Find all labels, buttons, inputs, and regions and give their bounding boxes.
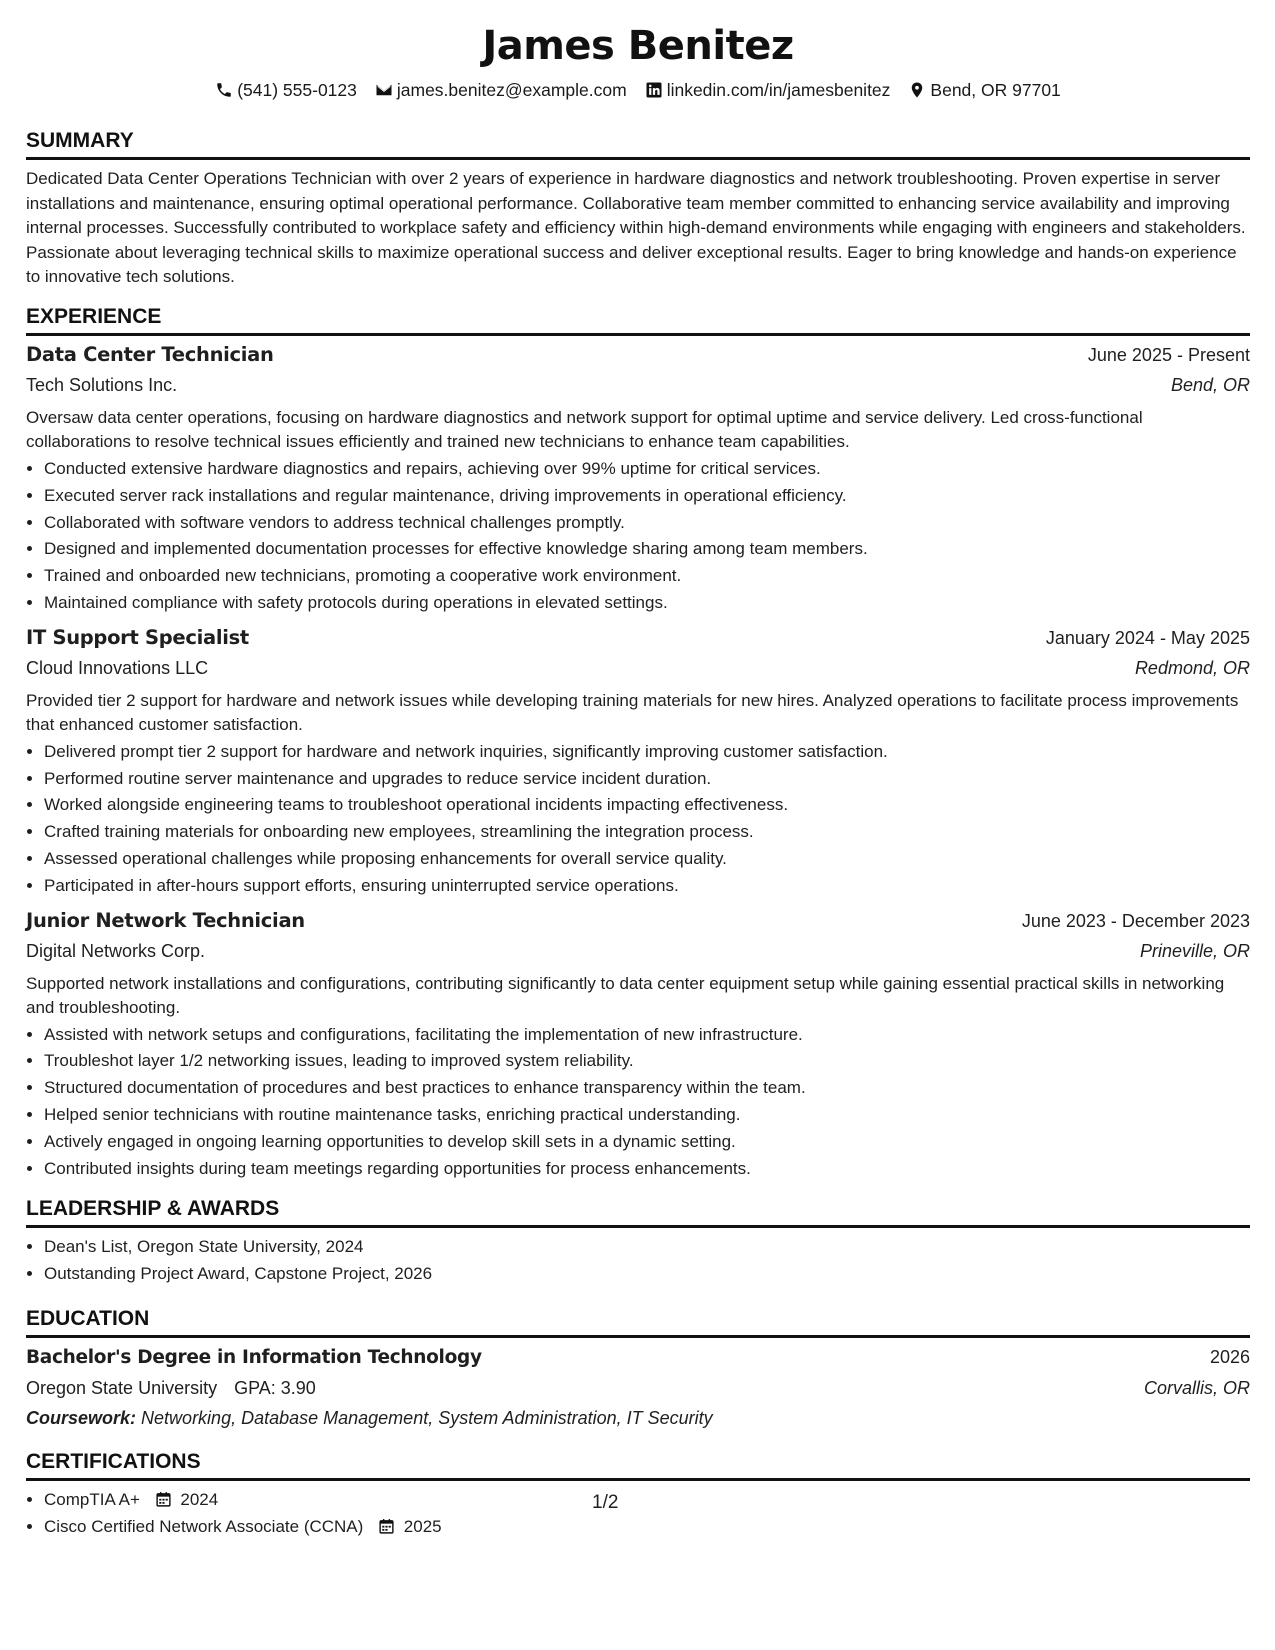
- job-location: Prineville, OR: [1139, 940, 1250, 961]
- location-text: Bend, OR 97701: [930, 80, 1061, 100]
- candidate-name: James Benitez: [482, 23, 794, 69]
- contact-location: [908, 78, 1060, 102]
- job-dates: June 2025 - Present: [1087, 344, 1250, 365]
- graduation-year: 2026: [1209, 1346, 1250, 1367]
- job-entry: [26, 623, 1250, 900]
- list-item: • Outstanding Project Award, Capstone Project, 2026: [44, 1261, 1250, 1288]
- section-title: CERTIFICATIONS: [26, 1449, 1250, 1481]
- coursework-line: [26, 1403, 1250, 1433]
- degree-title: Bachelor's Degree in Information Technology: [26, 1346, 482, 1368]
- job-bullets: [26, 1022, 1250, 1183]
- job-title: Data Center Technician: [26, 342, 274, 366]
- experience-section: [26, 304, 1250, 1182]
- calendar-icon: [378, 1518, 395, 1535]
- resume-page: [26, 20, 1250, 1541]
- list-item: • Delivered prompt tier 2 support for hardware and network inquiries, significantly improving customer satisfaction.: [44, 739, 1250, 766]
- education-section: [26, 1306, 1250, 1433]
- gpa-text: GPA: 3.90: [234, 1377, 316, 1398]
- cert-name: CompTIA A+: [44, 1489, 140, 1509]
- list-item: • Helped senior technicians with routine maintenance tasks, enriching practical understanding.: [44, 1102, 1250, 1129]
- company-name: Tech Solutions Inc.: [26, 374, 178, 395]
- awards-section: [26, 1196, 1250, 1288]
- contact-phone[interactable]: [215, 78, 357, 102]
- contact-email[interactable]: [375, 78, 627, 102]
- list-item: • Assessed operational challenges while proposing enhancements for overall service quality.: [44, 846, 1250, 873]
- list-item: [44, 1487, 1250, 1514]
- coursework-text: Networking, Database Management, System Administration, IT Security: [141, 1407, 713, 1428]
- list-item: • Executed server rack installations and regular maintenance, driving improvements in operational efficiency.: [44, 483, 1250, 510]
- certifications-list: [26, 1487, 1250, 1541]
- section-title: LEADERSHIP & AWARDS: [26, 1196, 1250, 1228]
- section-title: SUMMARY: [26, 128, 1250, 160]
- cert-year: 2025: [403, 1516, 442, 1536]
- linkedin-text: linkedin.com/in/jamesbenitez: [666, 80, 891, 100]
- summary-text: Dedicated Data Center Operations Technician with over 2 years of experience in hardware diagnostics and network troubleshooting. Proven expertise in server installations and maintenance, ensuring optimal operational performance. Collaborative team member committed to enhancing service availability and improving internal processes. Successfully contributed to workplace safety and efficiency within high-demand environments while engaging with engineers and stakeholders. Passionate about leveraging technical skills to maximize operational success and deliver exceptional results. Eager to bring knowledge and hands-on experience to innovative tech solutions.: [26, 169, 1246, 287]
- envelope-icon: [375, 81, 393, 99]
- summary-section: [26, 128, 1250, 290]
- linkedin-icon: [645, 81, 663, 99]
- list-item: • Contributed insights during team meetings regarding opportunities for process enhancements.: [44, 1156, 1250, 1183]
- list-item: • Crafted training materials for onboarding new employees, streamlining the integration process.: [44, 819, 1250, 846]
- page-number: 1/2: [592, 1492, 619, 1513]
- list-item: • Troubleshot layer 1/2 networking issues, leading to improved system reliability.: [44, 1048, 1250, 1075]
- job-location: Redmond, OR: [1134, 657, 1250, 678]
- section-title: EDUCATION: [26, 1306, 1250, 1338]
- list-item: • Performed routine server maintenance and upgrades to reduce service incident duration.: [44, 766, 1250, 793]
- job-description: Supported network installations and configurations, contributing significantly to data center equipment setup while gaining essential practical skills in networking and troubleshooting.: [26, 973, 1225, 1017]
- certifications-section: [26, 1449, 1250, 1541]
- list-item: • Dean's List, Oregon State University, 2024: [44, 1234, 1250, 1261]
- section-title: EXPERIENCE: [26, 304, 1250, 336]
- job-description: Oversaw data center operations, focusing on hardware diagnostics and network support for optimal uptime and service delivery. Led cross-functional collaborations to resolve technical issues efficiently and trained new technicians to enhance team capabilities.: [26, 407, 1143, 451]
- company-name: Digital Networks Corp.: [26, 940, 206, 961]
- school-name: Oregon State University: [26, 1377, 218, 1398]
- list-item: [44, 1514, 1250, 1541]
- calendar-icon: [155, 1491, 172, 1508]
- cert-name: Cisco Certified Network Associate (CCNA): [44, 1516, 364, 1536]
- list-item: • Assisted with network setups and configurations, facilitating the implementation of new infrastructure.: [44, 1022, 1250, 1049]
- list-item: • Trained and onboarded new technicians, promoting a cooperative work environment.: [44, 563, 1250, 590]
- coursework-label: Coursework:: [26, 1407, 137, 1428]
- phone-text: (541) 555-0123: [237, 80, 357, 100]
- company-name: Cloud Innovations LLC: [26, 657, 209, 678]
- list-item: • Structured documentation of procedures and best practices to enhance transparency within the team.: [44, 1075, 1250, 1102]
- job-bullets: [26, 739, 1250, 900]
- contact-linkedin[interactable]: [645, 78, 891, 102]
- email-text: james.benitez@example.com: [396, 80, 627, 100]
- job-bullets: [26, 456, 1250, 617]
- cert-year: 2024: [180, 1489, 219, 1509]
- map-pin-icon: [908, 81, 926, 99]
- list-item: • Maintained compliance with safety protocols during operations in elevated settings.: [44, 590, 1250, 617]
- job-entry: [26, 906, 1250, 1183]
- list-item: • Conducted extensive hardware diagnostics and repairs, achieving over 99% uptime for critical services.: [44, 456, 1250, 483]
- contact-bar: [26, 78, 1250, 102]
- job-location: Bend, OR: [1170, 374, 1250, 395]
- job-dates: June 2023 - December 2023: [1021, 910, 1250, 931]
- list-item: • Worked alongside engineering teams to troubleshoot operational incidents impacting effectiveness.: [44, 792, 1250, 819]
- job-dates: January 2024 - May 2025: [1045, 627, 1250, 648]
- job-title: IT Support Specialist: [26, 625, 249, 649]
- list-item: • Actively engaged in ongoing learning opportunities to develop skill sets in a dynamic setting.: [44, 1129, 1250, 1156]
- phone-icon: [215, 81, 233, 99]
- job-title: Junior Network Technician: [26, 908, 305, 932]
- school-location: Corvallis, OR: [1143, 1377, 1250, 1398]
- list-item: • Participated in after-hours support efforts, ensuring uninterrupted service operations.: [44, 873, 1250, 900]
- job-entry: [26, 340, 1250, 617]
- awards-list: [26, 1234, 1250, 1288]
- list-item: • Collaborated with software vendors to address technical challenges promptly.: [44, 510, 1250, 537]
- job-description: Provided tier 2 support for hardware and network issues while developing training materials for new hires. Analyzed operations to facilitate process improvements that enhanced customer satisfaction.: [26, 690, 1239, 734]
- list-item: • Designed and implemented documentation processes for effective knowledge sharing among team members.: [44, 536, 1250, 563]
